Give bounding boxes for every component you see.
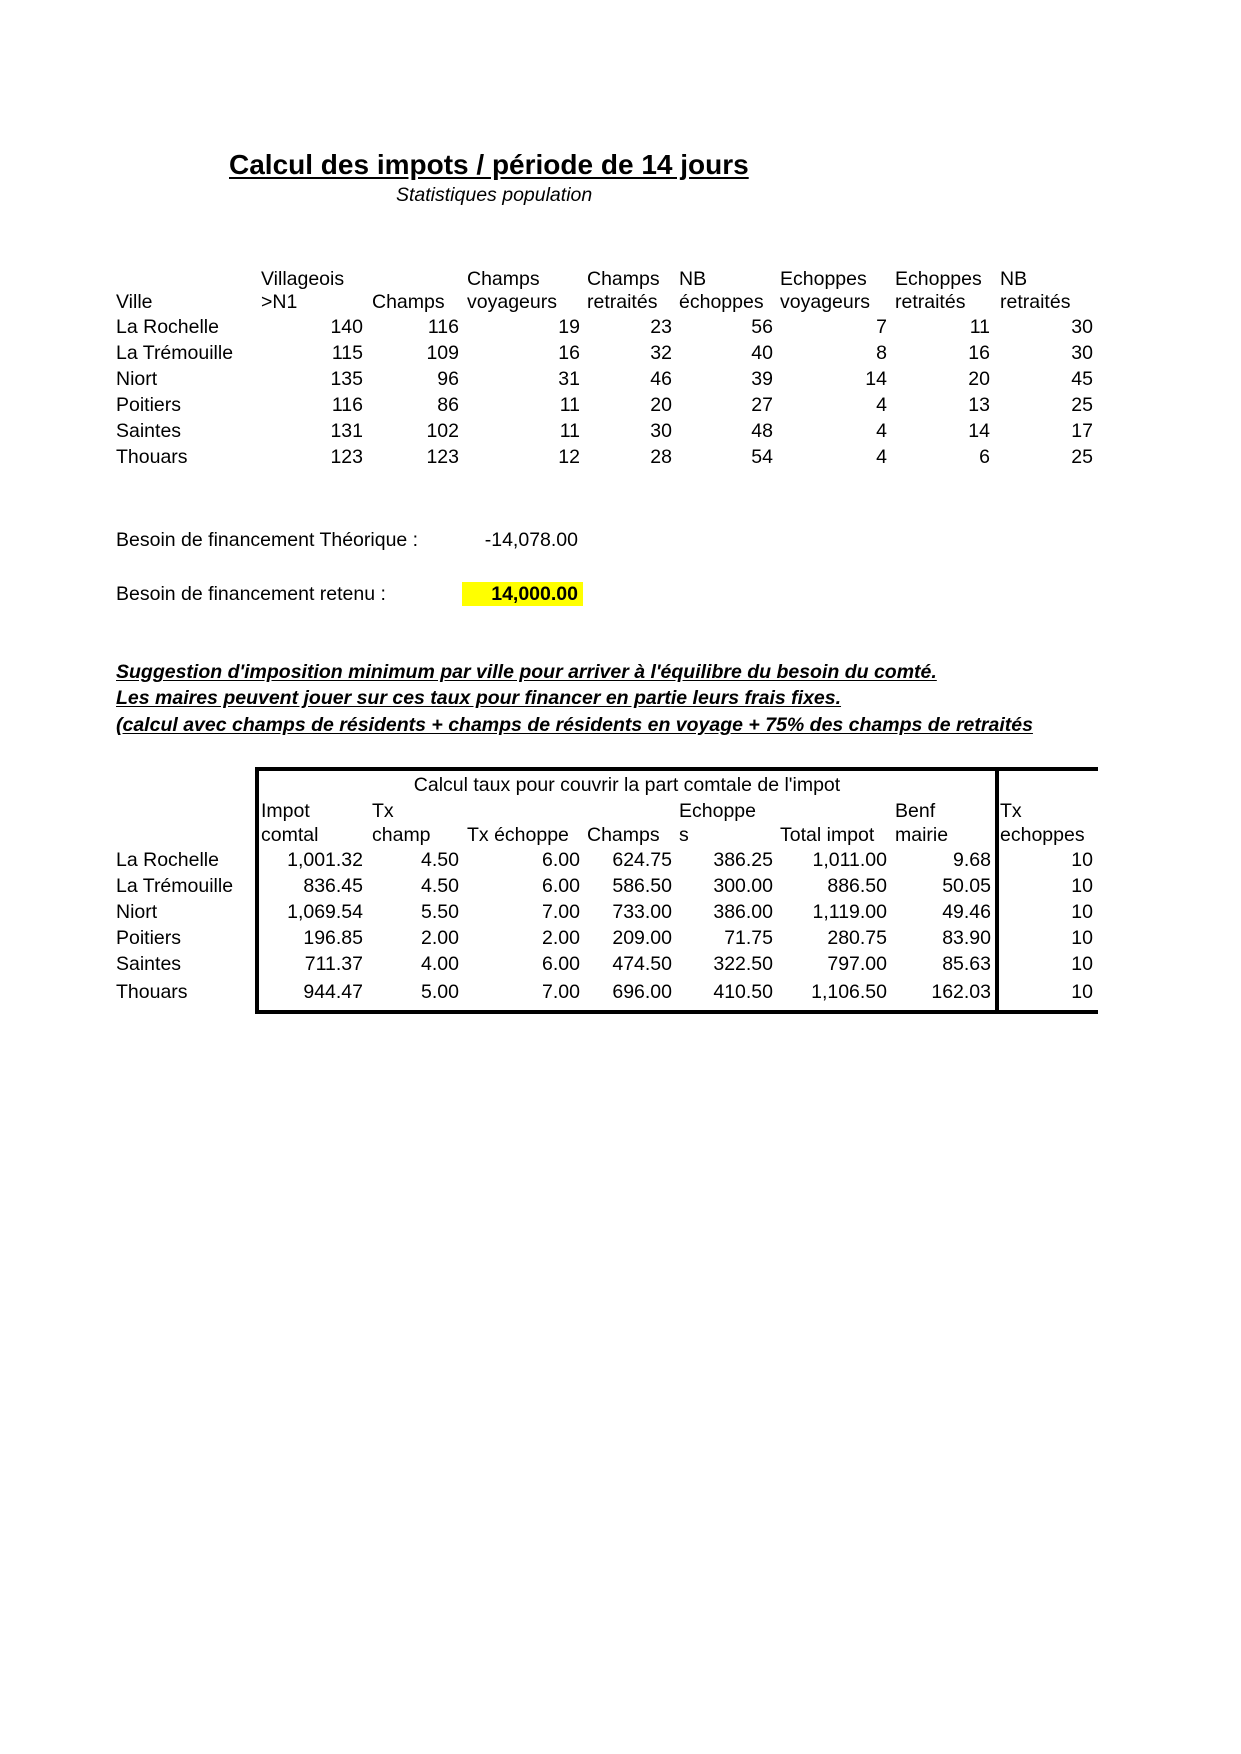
tax-value-cell: 386.00 — [713, 901, 773, 923]
tax-value-cell: 9.68 — [953, 849, 991, 871]
tax-header-cell: comtal — [261, 824, 319, 846]
population-value-cell: 40 — [751, 342, 773, 364]
tax-header-cell: s — [679, 824, 689, 846]
population-header-cell: retraités — [587, 291, 658, 313]
population-city-name: La Trémouille — [116, 342, 234, 364]
population-value-cell: 48 — [751, 420, 773, 442]
tax-value-cell: 322.50 — [713, 953, 773, 975]
tax-value-cell: 624.75 — [612, 849, 672, 871]
retained-financing-label: Besoin de financement retenu : — [116, 583, 386, 605]
tax-value-cell: 696.00 — [612, 981, 672, 1003]
tax-value-cell: 886.50 — [827, 875, 887, 897]
tax-header-cell: Tx échoppe — [467, 824, 569, 846]
tax-value-cell: 4.00 — [421, 953, 459, 975]
population-header-cell: >N1 — [261, 291, 298, 313]
tax-value-cell: 797.00 — [827, 953, 887, 975]
tax-table-top-border — [255, 767, 1098, 771]
tax-header-cell: Total impot — [780, 824, 875, 846]
population-value-cell: 25 — [1071, 446, 1093, 468]
population-value-cell: 54 — [751, 446, 773, 468]
tax-value-cell: 196.85 — [303, 927, 363, 949]
tax-value-cell: 7.00 — [542, 981, 580, 1003]
population-city-name: Niort — [116, 368, 158, 390]
tax-value-cell: 6.00 — [542, 875, 580, 897]
population-city-name: La Rochelle — [116, 316, 219, 338]
tax-header-cell: Benf — [895, 800, 936, 822]
population-value-cell: 115 — [331, 342, 363, 364]
population-value-cell: 16 — [968, 342, 990, 364]
page-subtitle: Statistiques population — [396, 184, 593, 206]
population-value-cell: 17 — [1071, 420, 1093, 442]
population-value-cell: 4 — [876, 420, 887, 442]
population-value-cell: 46 — [650, 368, 672, 390]
population-value-cell: 27 — [751, 394, 773, 416]
population-header-cell: Echoppes — [895, 268, 982, 290]
population-value-cell: 30 — [1071, 342, 1093, 364]
tax-city-name: Poitiers — [116, 927, 182, 949]
tax-value-cell: 2.00 — [542, 927, 580, 949]
tax-value-cell: 83.90 — [942, 927, 991, 949]
tax-city-name: Saintes — [116, 953, 182, 975]
tax-value-cell: 586.50 — [612, 875, 672, 897]
tax-table-bottom-border — [255, 1010, 1098, 1014]
tax-value-cell: 7.00 — [542, 901, 580, 923]
population-value-cell: 13 — [968, 394, 990, 416]
tax-value-cell: 733.00 — [612, 901, 672, 923]
population-header-cell: Champs — [467, 268, 540, 290]
population-value-cell: 4 — [876, 446, 887, 468]
population-value-cell: 14 — [865, 368, 887, 390]
tax-value-cell: 474.50 — [612, 953, 672, 975]
tax-header-cell: Impot — [261, 800, 310, 822]
tax-header-cell: echoppes — [1000, 824, 1085, 846]
population-value-cell: 32 — [650, 342, 672, 364]
population-value-cell: 11 — [559, 394, 580, 416]
population-header-cell: voyageurs — [780, 291, 870, 313]
tax-table-left-border — [255, 767, 259, 1014]
population-value-cell: 8 — [876, 342, 887, 364]
population-value-cell: 25 — [1071, 394, 1093, 416]
population-city-name: Saintes — [116, 420, 182, 442]
tax-header-cell: Tx — [372, 800, 394, 822]
population-value-cell: 14 — [968, 420, 990, 442]
tax-value-cell: 1,106.50 — [811, 981, 887, 1003]
tax-value-cell: 5.00 — [421, 981, 459, 1003]
population-value-cell: 86 — [437, 394, 459, 416]
tax-value-cell: 162.03 — [931, 981, 991, 1003]
tax-header-cell: Echoppe — [679, 800, 756, 822]
population-city-name: Thouars — [116, 446, 188, 468]
population-value-cell: 116 — [331, 394, 363, 416]
population-header-cell: Echoppes — [780, 268, 867, 290]
tax-header-cell: Tx — [1000, 800, 1022, 822]
tax-header-cell: champ — [372, 824, 431, 846]
tax-value-cell: 49.46 — [942, 901, 991, 923]
tax-header-cell: mairie — [895, 824, 949, 846]
retained-financing-value[interactable]: 14,000.00 — [491, 583, 578, 605]
population-value-cell: 30 — [650, 420, 672, 442]
tax-value-cell: 280.75 — [827, 927, 887, 949]
population-header-cell: Ville — [116, 291, 153, 313]
tax-value-cell: 1,001.32 — [287, 849, 363, 871]
population-value-cell: 131 — [330, 420, 363, 442]
population-value-cell: 16 — [558, 342, 580, 364]
population-value-cell: 30 — [1071, 316, 1093, 338]
tax-value-cell: 410.50 — [713, 981, 773, 1003]
tax-value-cell: 2.00 — [421, 927, 459, 949]
population-value-cell: 20 — [968, 368, 990, 390]
population-value-cell: 45 — [1071, 368, 1093, 390]
tax-city-name: Thouars — [116, 981, 188, 1003]
tax-value-cell: 71.75 — [724, 927, 773, 949]
tax-value-cell: 1,069.54 — [287, 901, 363, 923]
tax-city-name: La Trémouille — [116, 875, 234, 897]
population-value-cell: 4 — [876, 394, 887, 416]
tax-value-cell: 944.47 — [303, 981, 363, 1003]
population-value-cell: 23 — [650, 316, 672, 338]
tax-value-cell: 10 — [1071, 875, 1093, 897]
population-value-cell: 7 — [876, 316, 887, 338]
population-header-cell: Villageois — [261, 268, 345, 290]
population-value-cell: 123 — [426, 446, 459, 468]
population-value-cell: 6 — [979, 446, 990, 468]
population-value-cell: 11 — [969, 316, 990, 338]
theoretical-financing-label: Besoin de financement Théorique : — [116, 529, 419, 551]
tax-value-cell: 836.45 — [303, 875, 363, 897]
population-value-cell: 31 — [558, 368, 580, 390]
tax-value-cell: 1,011.00 — [812, 849, 887, 871]
population-header-cell: Champs — [372, 291, 445, 313]
tax-value-cell: 300.00 — [713, 875, 773, 897]
population-value-cell: 12 — [558, 446, 580, 468]
population-city-name: Poitiers — [116, 394, 182, 416]
tax-value-cell: 6.00 — [542, 849, 580, 871]
population-value-cell: 39 — [751, 368, 773, 390]
tax-header-cell: Champs — [587, 824, 660, 846]
page-title: Calcul des impots / période de 14 jours — [229, 149, 749, 180]
population-header-cell: voyageurs — [467, 291, 557, 313]
population-header-cell: Champs — [587, 268, 660, 290]
population-value-cell: 20 — [650, 394, 672, 416]
population-value-cell: 11 — [559, 420, 580, 442]
theoretical-financing-value: -14,078.00 — [484, 529, 578, 551]
tax-value-cell: 1,119.00 — [812, 901, 887, 923]
population-value-cell: 140 — [330, 316, 363, 338]
tax-value-cell: 386.25 — [713, 849, 773, 871]
population-header-cell: NB — [1000, 268, 1028, 290]
population-value-cell: 123 — [330, 446, 363, 468]
population-value-cell: 19 — [558, 316, 580, 338]
population-header-cell: NB — [679, 268, 707, 290]
tax-value-cell: 10 — [1071, 927, 1093, 949]
tax-value-cell: 4.50 — [421, 849, 459, 871]
tax-value-cell: 85.63 — [942, 953, 991, 975]
tax-city-name: Niort — [116, 901, 158, 923]
population-value-cell: 135 — [330, 368, 363, 390]
population-value-cell: 28 — [650, 446, 672, 468]
population-value-cell: 109 — [426, 342, 459, 364]
population-header-cell: retraités — [895, 291, 966, 313]
population-header-cell: retraités — [1000, 291, 1071, 313]
tax-value-cell: 209.00 — [612, 927, 672, 949]
population-value-cell: 96 — [437, 368, 459, 390]
population-value-cell: 102 — [426, 420, 459, 442]
tax-value-cell: 10 — [1071, 901, 1093, 923]
tax-value-cell: 4.50 — [421, 875, 459, 897]
tax-value-cell: 10 — [1071, 981, 1093, 1003]
tax-table-caption: Calcul taux pour couvrir la part comtale de l'impot — [413, 774, 841, 796]
note-line-3: (calcul avec champs de résidents + champs de résidents en voyage + 75% des champs de retraités — [116, 714, 1033, 736]
population-header-cell: échoppes — [679, 291, 764, 313]
tax-value-cell: 6.00 — [542, 953, 580, 975]
tax-value-cell: 5.50 — [421, 901, 459, 923]
tax-value-cell: 10 — [1071, 953, 1093, 975]
note-line-1: Suggestion d'imposition minimum par ville pour arriver à l'équilibre du besoin du comté. — [116, 661, 937, 683]
tax-city-name: La Rochelle — [116, 849, 219, 871]
population-value-cell: 56 — [751, 316, 773, 338]
tax-value-cell: 50.05 — [942, 875, 991, 897]
population-value-cell: 116 — [427, 316, 459, 338]
tax-value-cell: 711.37 — [304, 953, 363, 975]
note-line-2: Les maires peuvent jouer sur ces taux pour financer en partie leurs frais fixes. — [116, 687, 842, 709]
tax-value-cell: 10 — [1071, 849, 1093, 871]
